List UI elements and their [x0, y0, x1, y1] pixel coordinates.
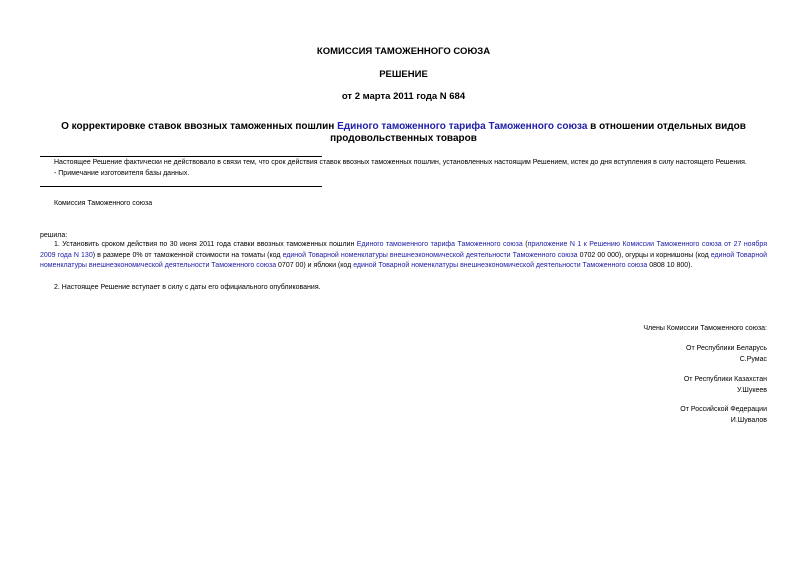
p1-text-1: 1. Установить сроком действия по 30 июня 2011 года ставки ввозных таможенных пошлин [54, 241, 357, 248]
p1-link-nomenclature-3[interactable]: единой Товарной номенклатуры внешнеэкономической деятельности Таможенного союза [353, 262, 648, 269]
p1-text-5: 0707 00) и яблоки (код [276, 262, 354, 269]
editor-note: Настоящее Решение фактически не действовало в связи тем, что срок действия ставок ввозных таможенных пошлин, установленных настоящим Решением, истек до дня вступления в силу настоящего Решения. [54, 159, 747, 166]
p1-text-3: ) в размере 0% от таможенной стоимости на томаты (код [92, 251, 283, 259]
doc-date: от 2 марта 2011 года N 684 [341, 91, 466, 102]
title-link-customs-tariff[interactable]: Единого таможенного тарифа Таможенного союза [337, 121, 588, 132]
note-top-divider [40, 156, 322, 157]
title-text-2: в отношении отдельных видов продовольственных товаров [330, 121, 746, 144]
p1-text-2: ( [522, 241, 528, 248]
signature-kazakhstan [684, 374, 767, 396]
signature-person: С.Румас [739, 356, 767, 363]
paragraph-2: 2. Настоящее Решение вступает в силу с даты его официального опубликования. [54, 284, 321, 291]
signature-person: У.Шукеев [736, 387, 767, 394]
doc-type: РЕШЕНИЕ [379, 69, 428, 80]
decided-label: решила: [40, 232, 68, 239]
p1-link-decision-130[interactable]: приложение N 1 к Решению Комиссии Таможенного союза от 27 ноября 2009 года N 130 [40, 241, 767, 259]
p1-text-4: 0702 00 000), огурцы и корнишоны (код [577, 251, 711, 259]
paragraph-1 [40, 240, 767, 272]
p1-link-nomenclature-1[interactable]: единой Товарной номенклатуры внешнеэкономической деятельности Таможенного союза [282, 251, 578, 259]
signatures-heading: Члены Комиссии Таможенного союза: [643, 325, 767, 332]
p1-link-customs-tariff[interactable]: Единого таможенного тарифа Таможенного союза [356, 241, 523, 248]
editor-note-source: - Примечание изготовителя базы данных. [54, 170, 190, 177]
note-bottom-divider [40, 186, 322, 187]
signature-country: От Республики Казахстан [683, 376, 767, 383]
signature-russia [680, 404, 767, 426]
signature-country: От Российской Федерации [680, 406, 767, 413]
commission-name: Комиссия Таможенного союза [54, 200, 153, 207]
signature-country: От Республики Беларусь [686, 345, 767, 352]
org-name: КОМИССИЯ ТАМОЖЕННОГО СОЮЗА [316, 46, 491, 57]
title-text-1: О корректировке ставок ввозных таможенных пошлин [61, 121, 338, 132]
p1-text-6: 0808 10 800). [647, 262, 693, 269]
signature-person: И.Шувалов [730, 417, 767, 424]
signature-belarus [686, 343, 767, 365]
p1-link-nomenclature-2[interactable]: единой Товарной номенклатуры внешнеэкономической деятельности Таможенного союза [40, 251, 767, 269]
doc-title [40, 121, 767, 145]
